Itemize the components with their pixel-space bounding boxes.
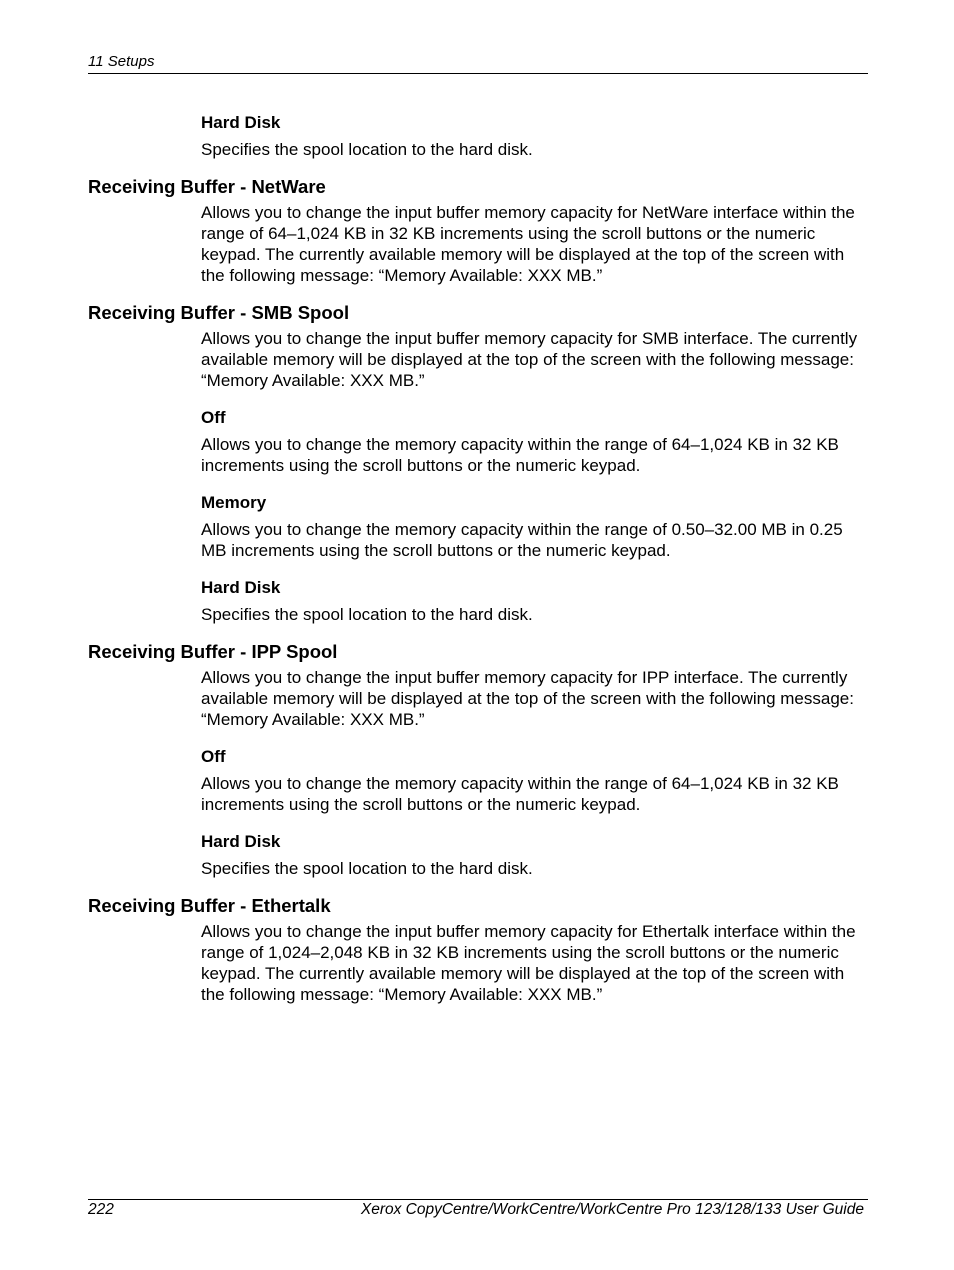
heading-receiving-buffer-ethertalk: Receiving Buffer - Ethertalk bbox=[88, 895, 331, 916]
paragraph: Specifies the spool location to the hard disk. bbox=[201, 140, 533, 159]
paragraph: Allows you to change the input buffer memory capacity for NetWare interface within the range of 64–1,024 KB in 32 KB increments using the scroll buttons or the numeric keypad. The currently available memory will be displayed at the top of the screen with the following message: “Memory Available: XXX MB.” bbox=[201, 203, 855, 285]
paragraph: Allows you to change the memory capacity within the range of 0.50–32.00 MB in 0.25 MB increments using the scroll buttons or the numeric keypad. bbox=[201, 520, 843, 560]
page-content bbox=[88, 106, 868, 1019]
subheading-memory: Memory bbox=[201, 493, 267, 512]
subheading-off: Off bbox=[201, 747, 226, 766]
heading-receiving-buffer-smb-spool: Receiving Buffer - SMB Spool bbox=[88, 302, 350, 323]
header-rule bbox=[88, 73, 868, 74]
guide-title: Xerox CopyCentre/WorkCentre/WorkCentre Pro 123/128/133 User Guide bbox=[360, 1201, 864, 1218]
paragraph: Specifies the spool location to the hard disk. bbox=[201, 859, 533, 878]
subheading-hard-disk: Hard Disk bbox=[201, 578, 281, 597]
footer-rule bbox=[88, 1199, 868, 1200]
paragraph: Allows you to change the input buffer memory capacity for SMB interface. The currently available memory will be displayed at the top of the screen with the following message: “Memory Available: XXX MB.” bbox=[201, 329, 858, 390]
paragraph: Allows you to change the memory capacity within the range of 64–1,024 KB in 32 KB increments using the scroll buttons or the numeric keypad. bbox=[201, 774, 839, 814]
paragraph: Allows you to change the input buffer memory capacity for IPP interface. The currently available memory will be displayed at the top of the screen with the following message: “Memory Available: XXX MB.” bbox=[201, 668, 854, 729]
subheading-off: Off bbox=[201, 408, 226, 427]
subheading-hard-disk: Hard Disk bbox=[201, 113, 281, 132]
page-number: 222 bbox=[88, 1201, 114, 1218]
heading-receiving-buffer-netware: Receiving Buffer - NetWare bbox=[88, 176, 326, 197]
running-header: 11 Setups bbox=[88, 53, 155, 70]
paragraph: Allows you to change the input buffer memory capacity for Ethertalk interface within the range of 1,024–2,048 KB in 32 KB increments using the scroll buttons or the numeric keypad. The currently available memory will be displayed at the top of the screen with the following message: “Memory Available: XXX MB.” bbox=[201, 922, 856, 1004]
paragraph: Specifies the spool location to the hard disk. bbox=[201, 605, 533, 624]
heading-receiving-buffer-ipp-spool: Receiving Buffer - IPP Spool bbox=[88, 641, 338, 662]
paragraph: Allows you to change the memory capacity within the range of 64–1,024 KB in 32 KB increments using the scroll buttons or the numeric keypad. bbox=[201, 435, 839, 475]
subheading-hard-disk: Hard Disk bbox=[201, 832, 281, 851]
